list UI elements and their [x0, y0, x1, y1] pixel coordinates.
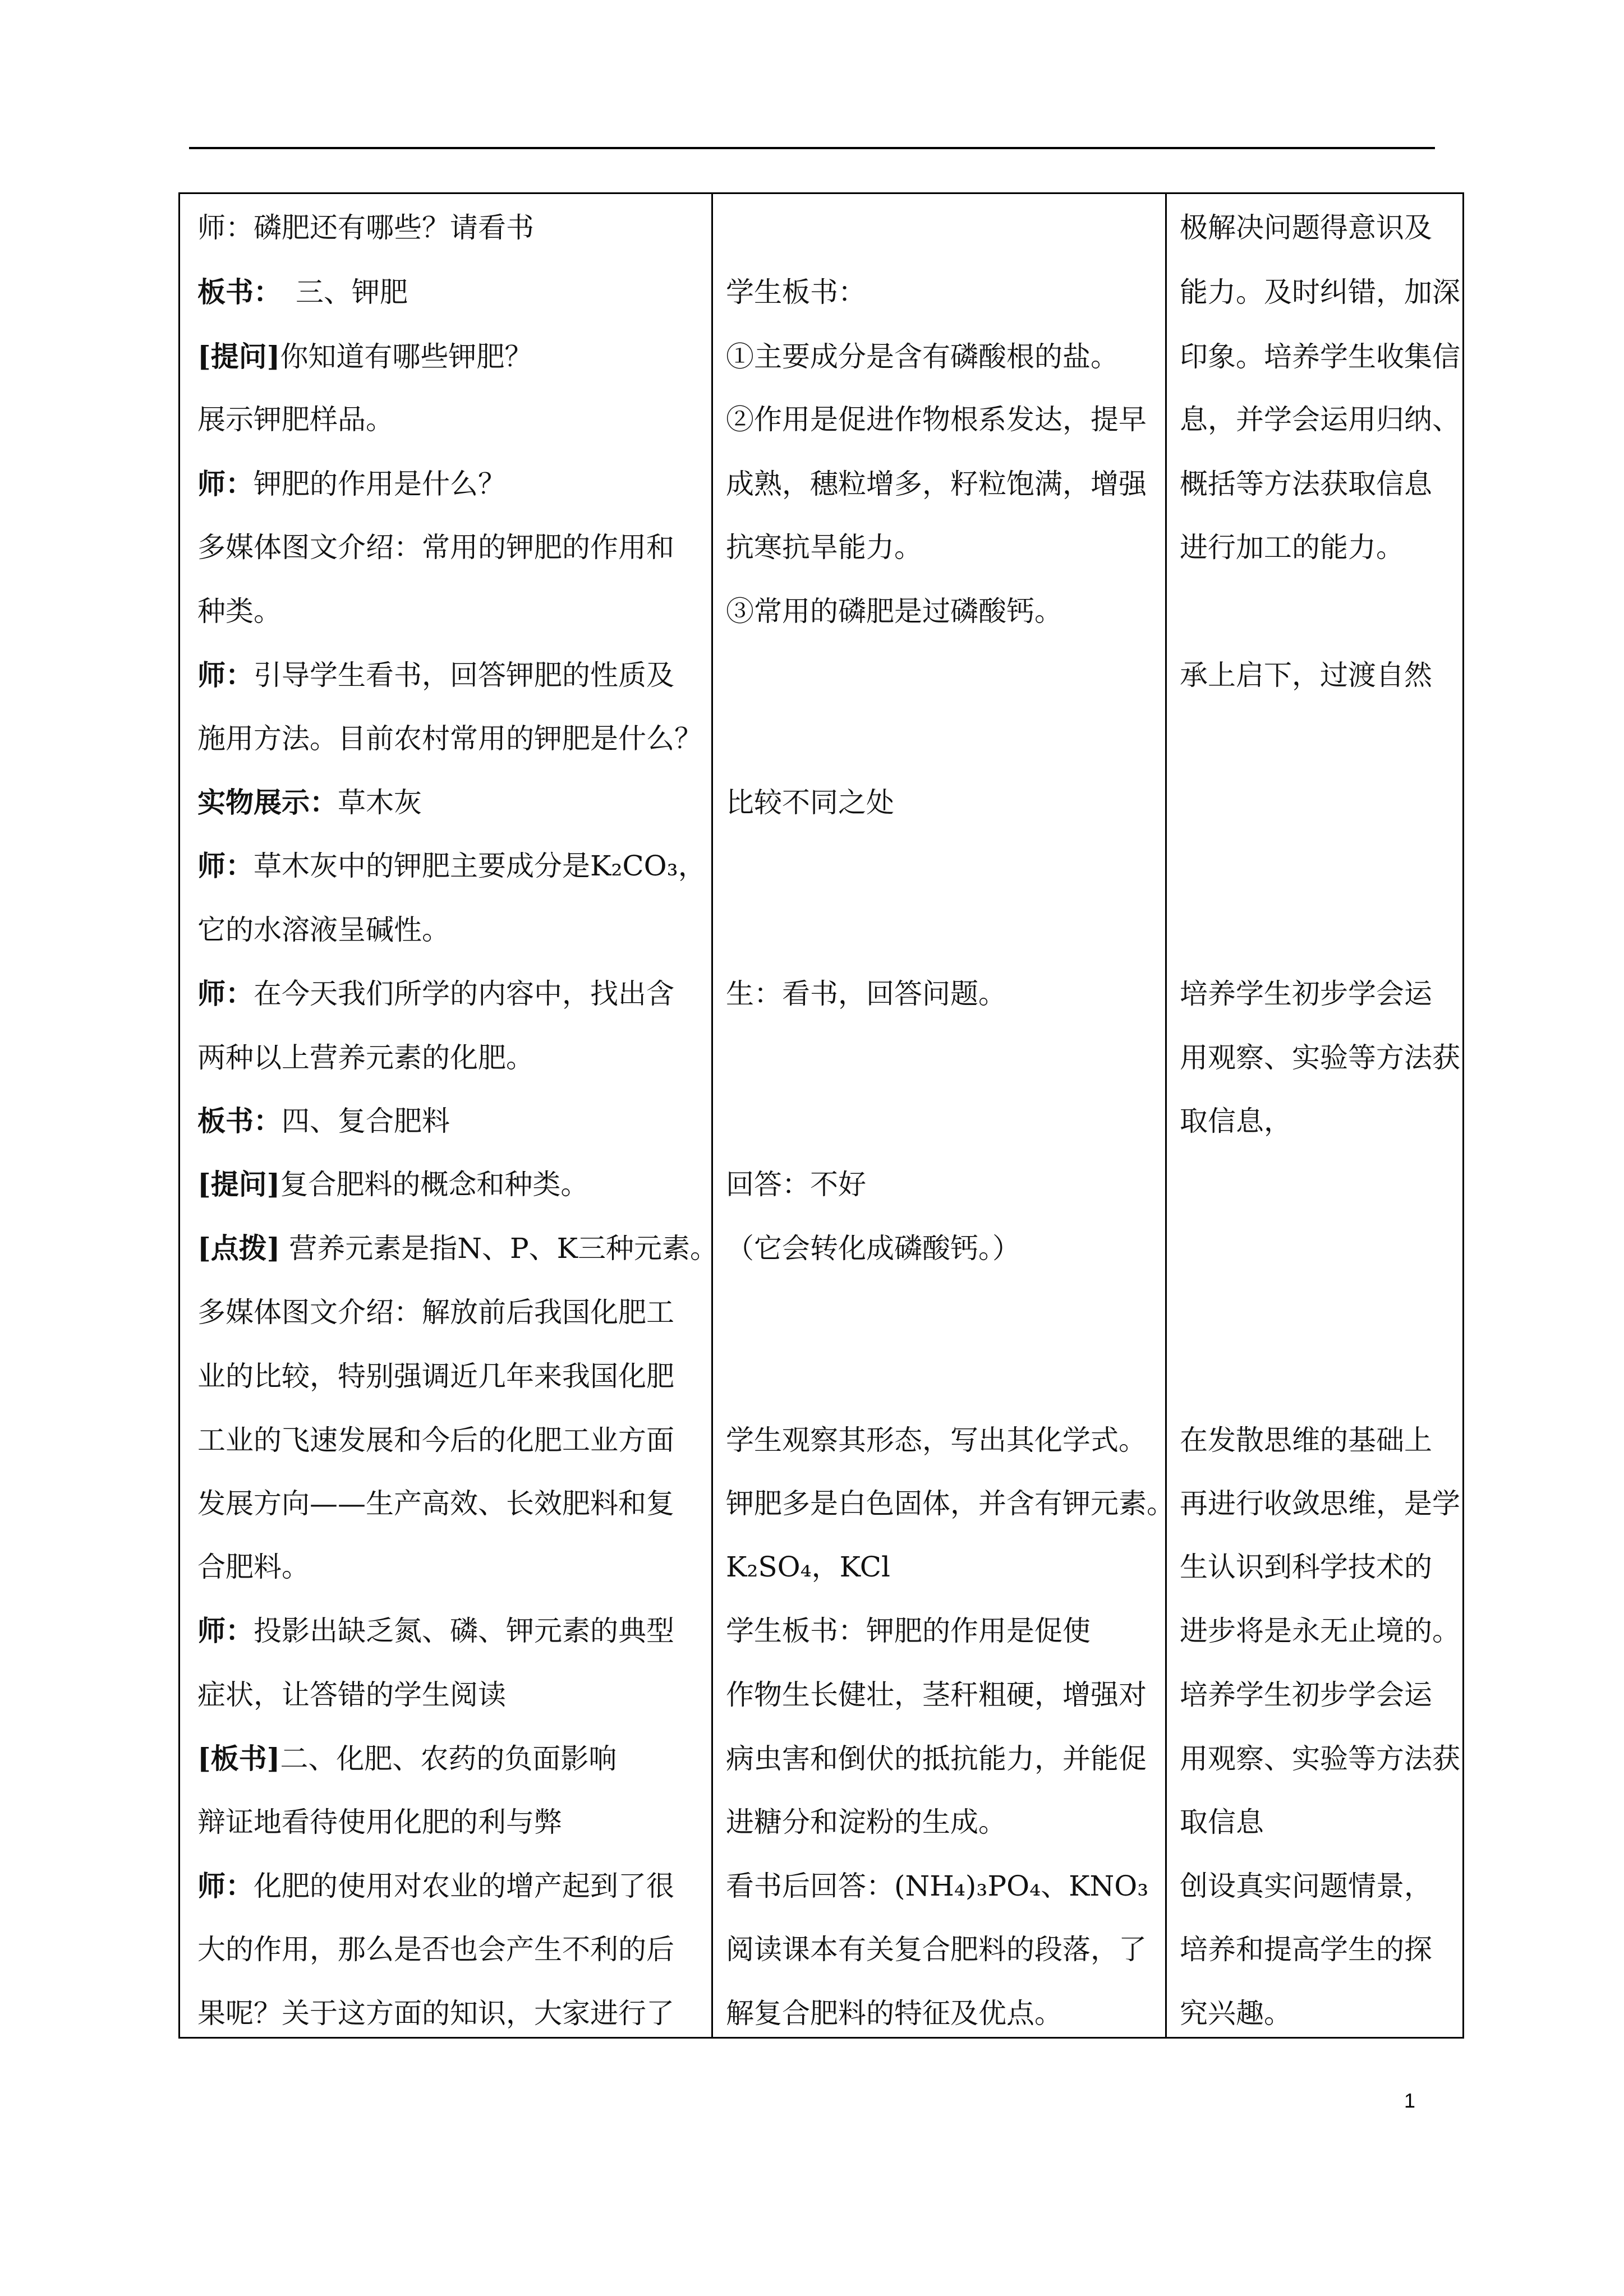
student-line: 抗寒抗旱能力。: [726, 531, 922, 564]
teacher-line: 发展方向——生产高效、长效肥料和复: [197, 1487, 674, 1520]
teacher-activity-column: [197, 194, 718, 2037]
design-intent-column: [1180, 194, 1460, 2037]
intent-line: 培养和提高学生的探: [1180, 1933, 1432, 1966]
teacher-line: 多媒体图文介绍：解放前后我国化肥工: [197, 1296, 674, 1329]
teacher-line: 施用方法。目前农村常用的钾肥是什么？: [197, 722, 702, 755]
teacher-line: 师：投影出缺乏氮、磷、钾元素的典型: [197, 1614, 674, 1647]
teacher-line: 师：磷肥还有哪些？请看书: [197, 211, 534, 244]
teacher-line: 大的作用，那么是否也会产生不利的后: [197, 1933, 674, 1966]
intent-line: 能力。及时纠错，加深: [1180, 276, 1460, 308]
student-line: 学生板书：钾肥的作用是促使: [726, 1615, 1091, 1647]
intent-line: 进步将是永无止境的。: [1180, 1615, 1460, 1647]
intent-line: 取信息: [1180, 1806, 1264, 1838]
intent-line: 用观察、实验等方法获: [1180, 1041, 1460, 1074]
teacher-line: [提问]你知道有哪些钾肥？: [197, 340, 533, 373]
teacher-line: [点拨] 营养元素是指N、P、K三种元素。: [197, 1232, 718, 1265]
student-line: ②作用是促进作物根系发达，提早: [726, 403, 1147, 436]
student-line: 学生板书：: [726, 276, 866, 308]
teacher-line: 师：草木灰中的钾肥主要成分是K₂CO₃，: [197, 849, 706, 882]
student-line: K₂SO₄，KCl: [726, 1551, 890, 1583]
teacher-line: 板书： 三、钾肥: [197, 275, 408, 308]
student-line: ①主要成分是含有磷酸根的盐。: [726, 340, 1119, 373]
header-rule: [189, 147, 1435, 149]
intent-line: 培养学生初步学会运: [1180, 978, 1432, 1010]
student-line: 钾肥多是白色固体，并含有钾元素。: [726, 1487, 1175, 1520]
intent-line: 创设真实问题情景，: [1180, 1870, 1432, 1902]
intent-line: 息，并学会运用归纳、: [1180, 403, 1460, 436]
student-line: 回答：不好: [726, 1168, 866, 1201]
column-divider-2: [1165, 194, 1167, 2037]
intent-line: 在发散思维的基础上: [1180, 1424, 1432, 1456]
page-number: 1: [1404, 2089, 1416, 2112]
intent-line: 概括等方法获取信息: [1180, 468, 1432, 500]
student-line: ③常用的磷肥是过磷酸钙。: [726, 595, 1062, 628]
lesson-table: [178, 192, 1464, 2039]
intent-line: 进行加工的能力。: [1180, 531, 1404, 564]
student-line: 病虫害和倒伏的抵抗能力，并能促: [726, 1742, 1147, 1775]
student-line: 进糖分和淀粉的生成。: [726, 1806, 1006, 1838]
teacher-line: 种类。: [197, 595, 282, 628]
teacher-line: 师：钾肥的作用是什么？: [197, 467, 506, 500]
teacher-line: 两种以上营养元素的化肥。: [197, 1041, 534, 1074]
student-line: 生：看书，回答问题。: [726, 978, 1006, 1010]
student-line: 成熟，穗粒增多，籽粒饱满，增强: [726, 468, 1147, 500]
intent-line: 再进行收敛思维，是学: [1180, 1487, 1460, 1520]
teacher-line: 它的水溶液呈碱性。: [197, 914, 450, 946]
intent-line: 取信息，: [1180, 1105, 1292, 1137]
intent-line: 用观察、实验等方法获: [1180, 1742, 1460, 1775]
teacher-line: 业的比较，特别强调近几年来我国化肥: [197, 1360, 674, 1393]
teacher-line: [提问]复合肥料的概念和种类。: [197, 1168, 589, 1201]
student-line: 解复合肥料的特征及优点。: [726, 1997, 1062, 2030]
student-line: 阅读课本有关复合肥料的段落，了: [726, 1933, 1147, 1966]
intent-line: 印象。培养学生收集信: [1180, 340, 1460, 373]
teacher-line: 板书：四、复合肥料: [197, 1104, 450, 1137]
student-line: 看书后回答：(NH₄)₃PO₄、KNO₃: [726, 1870, 1149, 1902]
intent-line: 培养学生初步学会运: [1180, 1679, 1432, 1711]
teacher-line: 师：引导学生看书，回答钾肥的性质及: [197, 658, 674, 691]
intent-line: 生认识到科学技术的: [1180, 1551, 1432, 1583]
intent-line: 究兴趣。: [1180, 1997, 1292, 2030]
intent-line: 极解决问题得意识及: [1180, 211, 1432, 244]
intent-line: 承上启下，过渡自然: [1180, 659, 1432, 691]
teacher-line: 实物展示：草木灰: [197, 786, 422, 819]
student-line: 作物生长健壮，茎秆粗硬，增强对: [726, 1679, 1147, 1711]
teacher-line: 合肥料。: [197, 1551, 310, 1583]
teacher-line: 师：化肥的使用对农业的增产起到了很: [197, 1869, 674, 1902]
teacher-line: 展示钾肥样品。: [197, 403, 394, 436]
teacher-line: 症状，让答错的学生阅读: [197, 1679, 506, 1711]
teacher-line: 多媒体图文介绍：常用的钾肥的作用和: [197, 531, 674, 564]
student-line: （它会转化成磷酸钙。）: [726, 1232, 1020, 1265]
student-line: 学生观察其形态，写出其化学式。: [726, 1424, 1147, 1456]
student-line: 比较不同之处: [726, 786, 894, 819]
student-activity-column: [726, 194, 1175, 2037]
teacher-line: 果呢？关于这方面的知识，大家进行了: [197, 1997, 674, 2030]
teacher-line: 工业的飞速发展和今后的化肥工业方面: [197, 1424, 674, 1456]
teacher-line: 师：在今天我们所学的内容中，找出含: [197, 977, 674, 1010]
column-divider-1: [711, 194, 713, 2037]
teacher-line: 辩证地看待使用化肥的利与弊: [197, 1806, 562, 1838]
teacher-line: [板书]二、化肥、农药的负面影响: [197, 1742, 617, 1775]
